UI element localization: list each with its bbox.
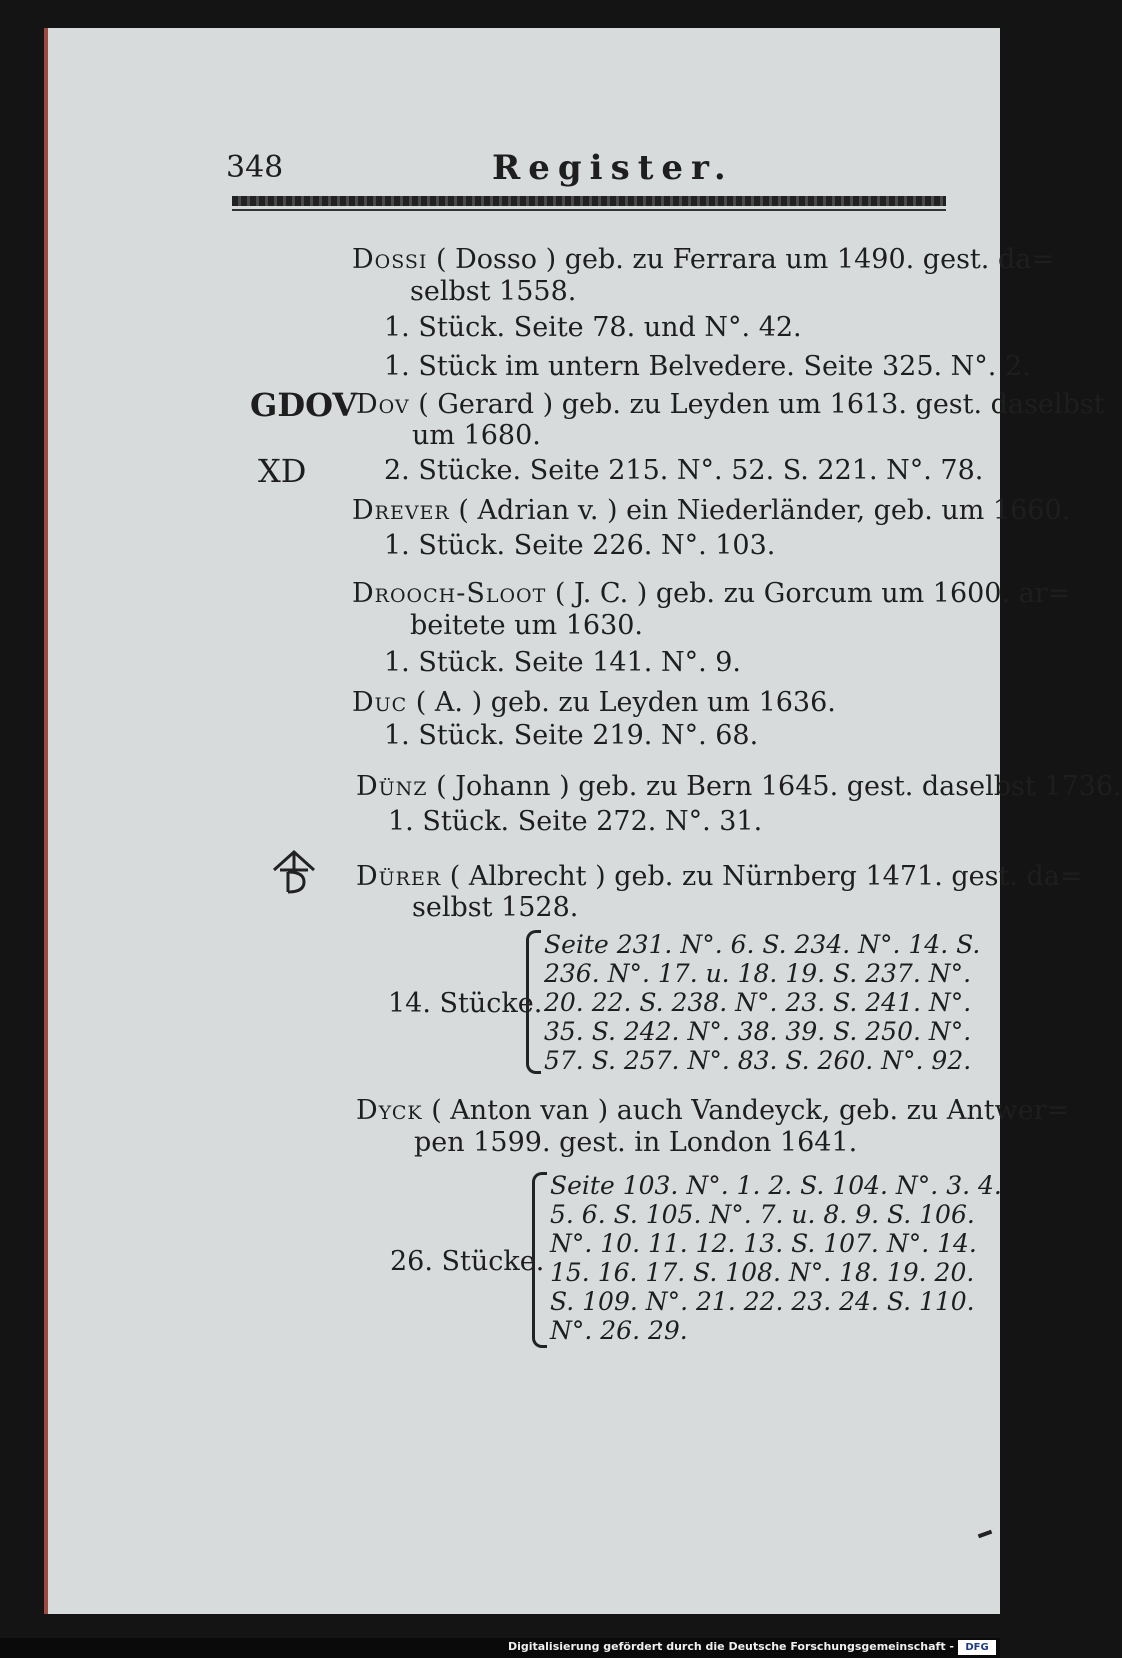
page-number: 348 [226,150,284,185]
dyck-ref: 15. 16. 17. S. 108. N°. 18. 19. 20. [550,1258,975,1287]
entry-duc-line1 [352,687,836,719]
entry-durer-count: 14. Stücke. [388,988,543,1019]
entry-dossi-item1: 1. Stück. Seite 78. und N°. 42. [384,312,802,343]
entry-duc-item1: 1. Stück. Seite 219. N°. 68. [384,720,759,751]
durer-ref: 20. 22. S. 238. N°. 23. S. 241. N°. [544,988,972,1017]
entry-dyck-count: 26. Stücke. [390,1246,545,1277]
entry-name: Duc [352,687,408,718]
entry-name: Dossi [352,244,428,275]
entry-dunz-item1: 1. Stück. Seite 272. N°. 31. [388,806,763,837]
entry-drever-item1: 1. Stück. Seite 226. N°. 103. [384,530,776,561]
entry-dov-line1 [356,389,1105,421]
dyck-ref: N°. 10. 11. 12. 13. S. 107. N°. 14. [550,1229,977,1258]
entry-drooch-item1: 1. Stück. Seite 141. N°. 9. [384,647,741,678]
entry-durer-line1 [356,861,1083,893]
entry-name: Dov [356,389,410,420]
entry-dyck-line1 [356,1095,1069,1127]
footer-credit: Digitalisierung gefördert durch die Deutsche Forschungsgemeinschaft - [507,1640,954,1653]
entry-text: ( Gerard ) geb. zu Leyden um 1613. gest. daselbst [418,389,1105,420]
header-rule [232,196,946,206]
entry-text: ( J. C. ) geb. zu Gorcum um 1600. ar= [554,578,1071,609]
entry-dossi-line2: selbst 1558. [410,276,577,307]
monogram-xd: XD [258,452,307,490]
entry-text: ( Johann ) geb. zu Bern 1645. gest. daselbst 1736. [436,771,1122,802]
entry-dov-item1: 2. Stücke. Seite 215. N°. 52. S. 221. N°. 78. [384,455,984,486]
entry-text: ( Anton van ) auch Vandeyck, geb. zu Antwer= [431,1095,1070,1126]
entry-text: ( Dosso ) geb. zu Ferrara um 1490. gest. da= [436,244,1054,275]
entry-name: Dürer [356,861,442,892]
entry-text: ( A. ) geb. zu Leyden um 1636. [415,687,836,718]
dfg-logo: DFG [958,1640,996,1655]
durer-ref: 35. S. 242. N°. 38. 39. S. 250. N°. [544,1017,972,1046]
entry-text: ( Albrecht ) geb. zu Nürnberg 1471. gest. da= [449,861,1083,892]
entry-name: Dünz [356,771,428,802]
dyck-ref: S. 109. N°. 21. 22. 23. 24. S. 110. [550,1287,975,1316]
page-title: Register. [492,148,734,188]
durer-brace [526,930,541,1074]
entry-dyck-line2: pen 1599. gest. in London 1641. [414,1127,858,1158]
monogram-dov: GDOV [250,386,358,424]
dyck-ref: 5. 6. S. 105. N°. 7. u. 8. 9. S. 106. [550,1200,975,1229]
entry-drever-line1 [352,495,1070,527]
dyck-ref: N°. 26. 29. [550,1316,688,1345]
entry-dossi-item2: 1. Stück im untern Belvedere. Seite 325. N°. 2. [384,351,1031,382]
durer-ref: 236. N°. 17. u. 18. 19. S. 237. N°. [544,959,972,988]
entry-text: ( Adrian v. ) ein Niederländer, geb. um 1660. [458,495,1071,526]
entry-drooch-line2: beitete um 1630. [410,610,644,641]
dyck-brace [532,1172,547,1348]
entry-dov-line2: um 1680. [412,420,541,451]
durer-ref: Seite 231. N°. 6. S. 234. N°. 14. S. [544,930,981,959]
entry-name: Drever [352,495,450,526]
entry-name: Dyck [356,1095,423,1126]
header-rule-thin [232,209,946,211]
entry-dossi-line1 [352,244,1054,276]
entry-durer-line2: selbst 1528. [412,892,579,923]
entry-dunz-line1 [356,771,1122,803]
durer-ref: 57. S. 257. N°. 83. S. 260. N°. 92. [544,1046,972,1075]
entry-name: Drooch-Sloot [352,578,547,609]
durer-monogram-icon [270,850,318,896]
dyck-ref: Seite 103. N°. 1. 2. S. 104. N°. 3. 4. [550,1171,1002,1200]
entry-drooch-line1 [352,578,1070,610]
